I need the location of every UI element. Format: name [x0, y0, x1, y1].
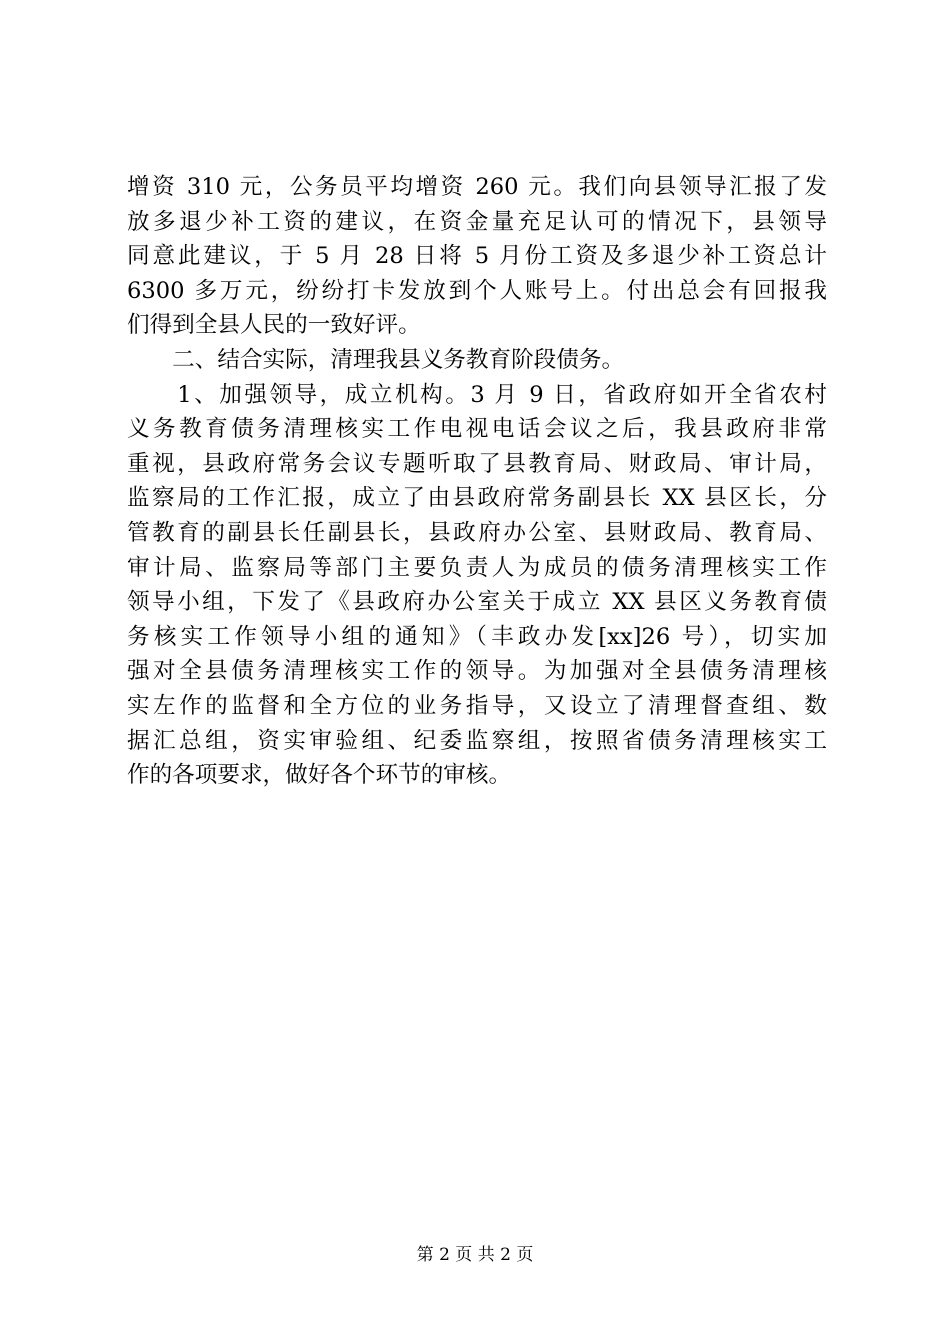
text-line: 们得到全县人民的一致好评。: [127, 312, 421, 339]
text-line: 6300 多万元，纷纷打卡发放到个人账号上。付出总会有回报我: [127, 277, 827, 304]
text-line: 放多退少补工资的建议，在资金量充足认可的情况下，县领导: [127, 208, 827, 235]
text-line: 审计局、监察局等部门主要负责人为成员的债务清理核实工作: [127, 554, 827, 581]
text-line: 实左作的监督和全方位的业务指导，又设立了清理督查组、数: [127, 692, 827, 719]
paragraph-salary: [127, 170, 827, 343]
text-line: 领导小组，下发了《县政府办公室关于成立 XX 县区义务教育债: [127, 589, 827, 616]
text-line: 强对全县债务清理核实工作的领导。为加强对全县债务清理核: [127, 658, 827, 685]
text-line: 据汇总组，资实审验组、纪委监察组，按照省债务清理核实工: [127, 727, 827, 754]
document-body: [127, 170, 827, 793]
text-line: 管教育的副县长任副县长，县政府办公室、县财政局、教育局、: [127, 519, 827, 546]
section-heading: [127, 343, 827, 378]
text-line: 务核实工作领导小组的通知》（丰政办发[xx]26 号），切实加: [127, 623, 827, 650]
text-line: 重视，县政府常务会议专题听取了县教育局、财政局、审计局，: [127, 450, 827, 477]
text-line: 义务教育债务清理核实工作电视电话会议之后，我县政府非常: [127, 416, 827, 443]
text-line: 增资 310 元，公务员平均增资 260 元。我们向县领导汇报了发: [127, 174, 827, 200]
paragraph-leadership: [127, 378, 827, 793]
text-line: 同意此建议，于 5 月 28 日将 5 月份工资及多退少补工资总计: [127, 243, 827, 270]
text-line: 监察局的工作汇报，成立了由县政府常务副县长 XX 县区长，分: [127, 485, 827, 512]
text-line: 1、加强领导，成立机构。3 月 9 日，省政府如开全省农村: [127, 381, 827, 408]
text-line: 二、结合实际，清理我县义务教育阶段债务。: [127, 346, 625, 373]
text-line: 作的各项要求，做好各个环节的审核。: [127, 762, 512, 789]
page-number-footer: 第 2 页 共 2 页: [416, 1245, 534, 1265]
